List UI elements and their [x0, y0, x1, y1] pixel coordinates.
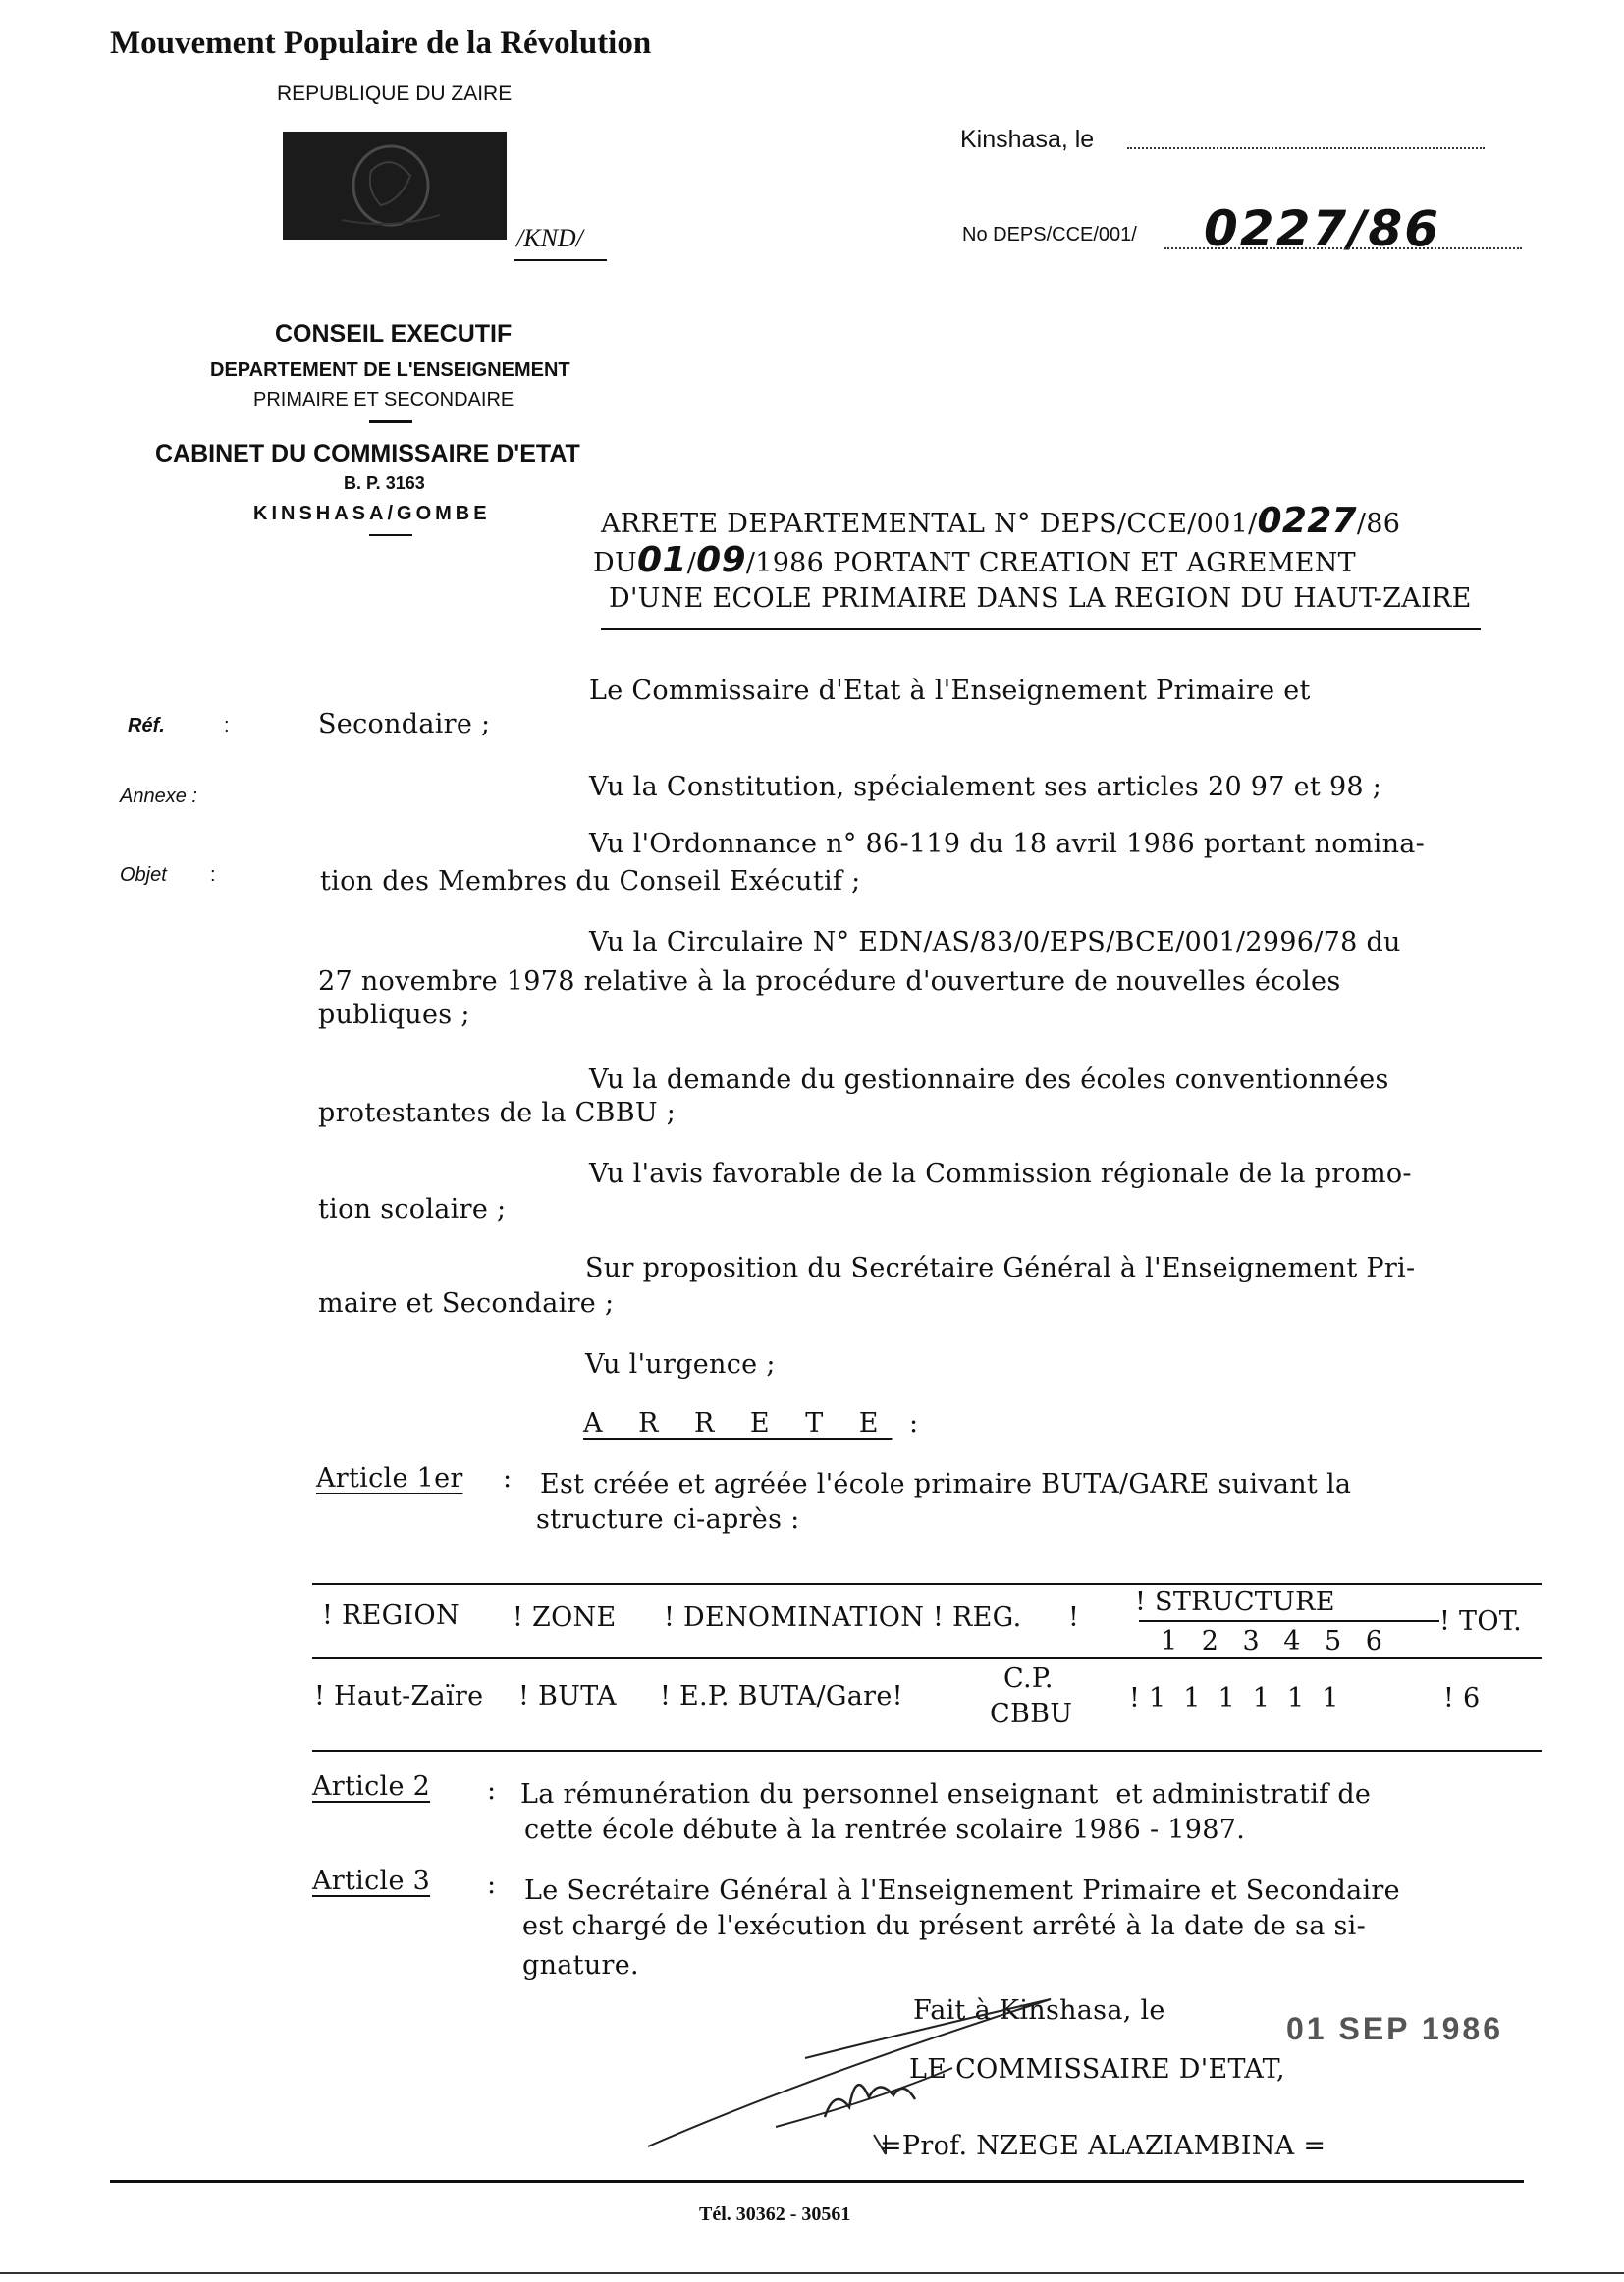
- table-cell-reg-line2: CBBU: [990, 1699, 1073, 1729]
- preamble-p4-first: Vu la Circulaire N° EDN/AS/83/0/EPS/BCE/001/2996/78 du: [589, 927, 1401, 957]
- arrete-title-line2-prefix: DU: [593, 548, 638, 578]
- place-date-dotted-line: [1127, 147, 1485, 149]
- arrete-heading-colon: :: [909, 1408, 919, 1439]
- preamble-p8: Vu l'urgence ;: [585, 1349, 776, 1380]
- footer-rule: [110, 2180, 1524, 2183]
- preamble-p4-line3: publiques ;: [318, 1000, 470, 1030]
- table-header-classes: 1 2 3 4 5 6: [1161, 1626, 1390, 1657]
- table-header-reg: ! REG.: [933, 1603, 1022, 1633]
- table-bottom-rule: [312, 1750, 1542, 1752]
- emblem-reference-underline: [514, 259, 607, 261]
- table-header-reg-end: !: [1068, 1603, 1080, 1633]
- date-stamp: 01 SEP 1986: [1286, 2011, 1504, 2046]
- arrete-number-handwritten: 0227: [1257, 501, 1357, 541]
- structure-header-underline: [1139, 1620, 1439, 1622]
- article3-label: Article 3: [312, 1866, 431, 1896]
- preamble-p5-rest: protestantes de la CBBU ;: [318, 1098, 677, 1128]
- article3-colon: :: [487, 1870, 497, 1900]
- preamble-p2: Vu la Constitution, spécialement ses articles 20 97 et 98 ;: [589, 772, 1382, 802]
- council-name: CONSEIL EXECUTIF: [275, 320, 513, 348]
- postal-box: B. P. 3163: [344, 473, 425, 493]
- page-bottom-rule: [0, 2272, 1624, 2274]
- table-header-zone: ! ZONE: [513, 1603, 617, 1633]
- reference-label: No DEPS/CCE/001/: [962, 224, 1137, 245]
- margin-ref: Réf.: [128, 715, 165, 736]
- arrete-title-line3: D'UNE ECOLE PRIMAIRE DANS LA REGION DU HAUT-ZAIRE: [609, 583, 1472, 614]
- table-header-structure: ! STRUCTURE: [1135, 1587, 1335, 1617]
- cabinet-city: KINSHASA/GOMBE: [253, 503, 491, 524]
- national-emblem: [283, 132, 507, 240]
- handwritten-signature: [628, 1970, 1178, 2156]
- arrete-title-line1-suffix: /86: [1356, 509, 1401, 539]
- margin-objet: Objet: [120, 864, 167, 886]
- article3-line2: est chargé de l'exécution du présent arrêté à la date de sa si-: [522, 1911, 1366, 1941]
- preamble-p1-first: Le Commissaire d'Etat à l'Enseignement Primaire et: [589, 676, 1311, 706]
- emblem-reference: /KND/: [516, 224, 583, 252]
- preamble-p7-first: Sur proposition du Secrétaire Général à l'Enseignement Pri-: [585, 1253, 1416, 1283]
- reference-handwritten: 0227/86: [1204, 200, 1441, 257]
- table-cell-zone: ! BUTA: [518, 1681, 617, 1712]
- arrete-title-line2-suffix: /1986 PORTANT CREATION ET AGREMENT: [745, 548, 1356, 578]
- closing-fait: Fait à Kinshasa, le: [913, 1995, 1165, 2026]
- reference-dotted-line: [1164, 247, 1522, 249]
- table-header-total: ! TOT.: [1439, 1606, 1522, 1637]
- arrete-title-line1-prefix: ARRETE DEPARTEMENTAL N° DEPS/CCE/001/: [601, 509, 1258, 539]
- arrete-month-handwritten: 09: [696, 540, 746, 580]
- preamble-p3-first: Vu l'Ordonnance n° 86-119 du 18 avril 1986 portant nomina-: [589, 829, 1426, 859]
- preamble-p7-rest: maire et Secondaire ;: [318, 1288, 615, 1319]
- preamble-p4-line2: 27 novembre 1978 relative à la procédure d'ouverture de nouvelles écoles: [318, 966, 1341, 997]
- margin-objet-colon: :: [210, 864, 216, 886]
- department-name-line2: PRIMAIRE ET SECONDAIRE: [253, 389, 514, 410]
- article3-line1: Le Secrétaire Général à l'Enseignement Primaire et Secondaire: [524, 1875, 1400, 1906]
- preamble-p5-first: Vu la demande du gestionnaire des écoles conventionnées: [589, 1064, 1389, 1095]
- table-cell-structure: ! 1 1 1 1 1 1: [1129, 1683, 1339, 1713]
- party-name: Mouvement Populaire de la Révolution: [110, 26, 652, 61]
- article1-label: Article 1er: [316, 1463, 463, 1494]
- place-date-label: Kinshasa, le: [960, 126, 1095, 153]
- table-cell-denomination: ! E.P. BUTA/Gare!: [660, 1681, 903, 1712]
- table-cell-reg-line1: C.P.: [1003, 1663, 1054, 1694]
- preamble-p1-rest: Secondaire ;: [318, 709, 491, 739]
- preamble-p6-first: Vu l'avis favorable de la Commission régionale de la promo-: [589, 1159, 1412, 1189]
- department-divider: [369, 420, 412, 423]
- article2-line2: cette école débute à la rentrée scolaire 1986 - 1987.: [524, 1815, 1246, 1845]
- preamble-p3-rest: tion des Membres du Conseil Exécutif ;: [320, 866, 861, 896]
- article1-line2: structure ci-après :: [536, 1504, 800, 1535]
- arrete-heading: A R R E T E: [583, 1408, 893, 1439]
- margin-annexe: Annexe :: [120, 786, 197, 807]
- republic-name: REPUBLIQUE DU ZAIRE: [277, 82, 513, 105]
- signatory-name: =Prof. NZEGE ALAZIAMBINA =: [880, 2131, 1326, 2161]
- cabinet-name: CABINET DU COMMISSAIRE D'ETAT: [155, 440, 580, 467]
- arrete-day-handwritten: 01: [637, 540, 687, 580]
- table-top-rule: [312, 1583, 1542, 1585]
- article1-colon: :: [503, 1463, 513, 1494]
- arrete-title-line2: DU01/09/1986 PORTANT CREATION ET AGREMENT: [593, 540, 1356, 580]
- article3-line3: gnature.: [522, 1950, 639, 1981]
- article1-line1: Est créée et agréée l'école primaire BUTA/GARE suivant la: [540, 1469, 1352, 1499]
- city-divider: [369, 534, 412, 536]
- title-divider: [601, 628, 1481, 630]
- margin-ref-colon: :: [224, 715, 230, 736]
- table-cell-total: ! 6: [1443, 1683, 1481, 1713]
- closing-title: LE COMMISSAIRE D'ETAT,: [909, 2054, 1285, 2085]
- preamble-p6-rest: tion scolaire ;: [318, 1194, 507, 1224]
- footer-telephone: Tél. 30362 - 30561: [699, 2203, 851, 2225]
- table-cell-region: ! Haut-Zaïre: [314, 1681, 484, 1712]
- arrete-title-line1: [601, 501, 1400, 541]
- department-name-line1: DEPARTEMENT DE L'ENSEIGNEMENT: [210, 359, 570, 381]
- article2-colon: :: [487, 1775, 497, 1806]
- table-header-region: ! REGION: [322, 1601, 460, 1631]
- article2-line1: La rémunération du personnel enseignant et administratif de: [520, 1779, 1372, 1810]
- article2-label: Article 2: [312, 1771, 431, 1802]
- table-header-denomination: ! DENOMINATION: [664, 1603, 925, 1633]
- table-header-rule: [312, 1657, 1542, 1659]
